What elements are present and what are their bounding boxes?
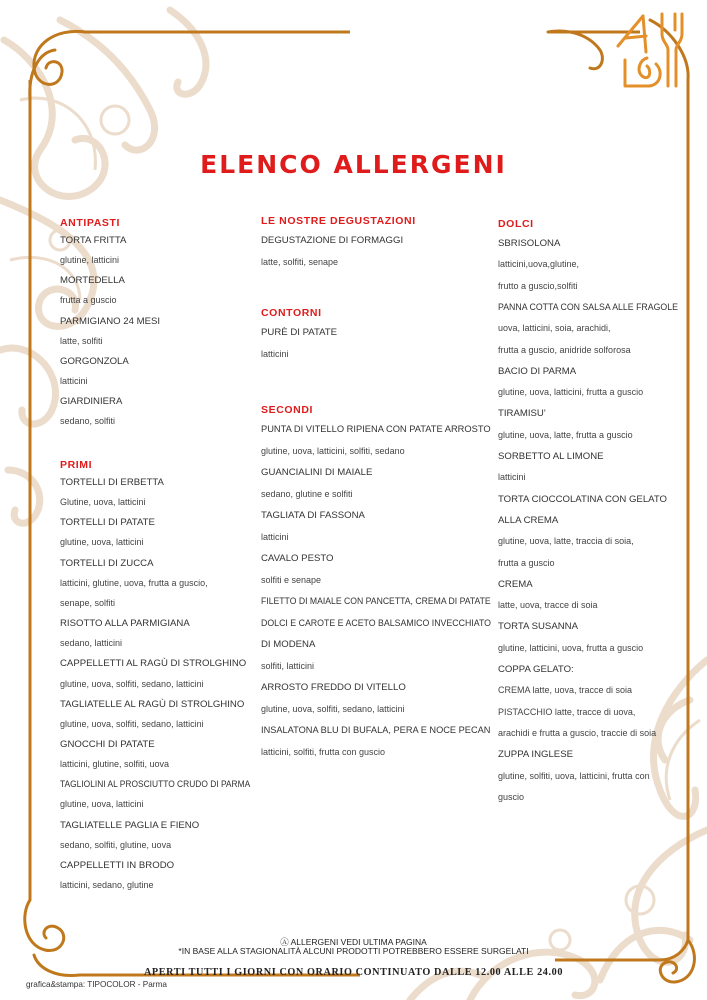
dish-name: CREMA: [498, 578, 533, 590]
allergen-list: glutine, latticini, uova, frutta a guscio: [498, 642, 644, 653]
allergen-list: latticini, glutine, uova, frutta a guscio,: [60, 577, 208, 588]
allergen-list: latticini: [498, 472, 526, 483]
dish-name: SBRISOLONA: [498, 238, 561, 249]
allergen-list: latticini: [60, 376, 88, 387]
allergen-list: CREMA latte, uova, tracce di soia: [498, 685, 633, 696]
allergen-list: PISTACCHIO latte, tracce di uova,: [498, 706, 636, 717]
allergen-list: glutine, uova, solfiti, sedano, latticini: [60, 718, 204, 729]
allergen-list: frutta a guscio, anidride solforosa: [498, 344, 631, 355]
dish-name: CAPPELLETTI AL RAGÙ DI STROLGHINO: [60, 658, 247, 670]
allergen-list: sedano, solfiti: [60, 416, 116, 427]
dish-name: INSALATONA BLU DI BUFALA, PERA E NOCE PECAN: [261, 725, 491, 736]
allergen-list: glutine, uova, latticini: [60, 799, 144, 810]
dish-name: MORTEDELLA: [60, 275, 125, 287]
dish-name: TAGLIOLINI AL PROSCIUTTO CRUDO DI PARMA: [60, 779, 251, 791]
dish-name: TAGLIATA DI FASSONA: [261, 510, 365, 521]
allergen-list: uova, latticini, soia, arachidi,: [498, 323, 611, 334]
allergen-list: latte, solfiti, senape: [261, 256, 339, 267]
dish-name: BACIO DI PARMA: [498, 365, 577, 377]
allergen-list: guscio: [498, 791, 525, 802]
dish-name: TORTA FRITTA: [60, 235, 127, 246]
section-title: LE NOSTRE DEGUSTAZIONI: [261, 215, 416, 227]
allergen-list: glutine, uova, latticini, frutta a guscio: [498, 387, 644, 398]
dish-name: PANNA COTTA CON SALSA ALLE FRAGOLE: [498, 301, 678, 313]
dish-name: TORTELLI DI PATATE: [60, 517, 155, 529]
dish-name-continued: DI MODENA: [261, 639, 316, 650]
dish-name: GORGONZOLA: [60, 355, 129, 367]
dish-name: TORTA SUSANNA: [498, 621, 578, 633]
allergen-list: latticini, glutine, solfiti, uova: [60, 759, 170, 770]
allergen-list: frutta a guscio: [60, 295, 117, 306]
dish-name: GIARDINIERA: [60, 396, 123, 408]
allergen-list: senape, solfiti: [60, 597, 116, 608]
section-title: SECONDI: [261, 404, 314, 416]
allergen-note: Ⓐ ALLERGENI VEDI ULTIMA PAGINA: [280, 937, 427, 947]
section-title: ANTIPASTI: [60, 217, 121, 229]
allergen-list: latte, uova, tracce di soia: [498, 600, 598, 611]
restaurant-logo-icon: [618, 14, 682, 86]
page-title: ELENCO ALLERGENI: [200, 150, 507, 179]
allergen-list: glutine, uova, solfiti, sedano, latticini: [60, 678, 204, 689]
allergen-list: latticini, solfiti, frutta con guscio: [261, 746, 386, 757]
allergen-list: latticini: [261, 348, 289, 359]
opening-hours: APERTI TUTTI I GIORNI CON ORARIO CONTINUATO DALLE 12.00 ALLE 24.00: [143, 967, 564, 978]
allergen-list: latticini, sedano, glutine: [60, 880, 154, 890]
allergen-list: sedano, glutine e solfiti: [261, 488, 353, 499]
section-title: CONTORNI: [261, 307, 322, 319]
allergen-list: latte, solfiti: [60, 335, 103, 346]
dish-name: ARROSTO FREDDO DI VITELLO: [261, 682, 406, 693]
dish-name: FILETTO DI MAIALE CON PANCETTA, CREMA DI PATATE: [261, 596, 491, 607]
allergen-list: glutine, uova, latte, frutta a guscio: [498, 429, 633, 440]
section-title: DOLCI: [498, 218, 534, 230]
dish-name: TORTA CIOCCOLATINA CON GELATO: [498, 493, 667, 505]
dish-name: TORTELLI DI ZUCCA: [60, 557, 154, 569]
allergen-list: frutta a guscio: [498, 557, 555, 568]
allergen-list: solfiti e senape: [261, 574, 322, 585]
allergen-list: solfiti, latticini: [261, 660, 315, 671]
allergen-list: glutine, solfiti, uova, latticini, frutta con: [498, 770, 650, 781]
dish-name: PUNTA DI VITELLO RIPIENA CON PATATE ARROSTO: [261, 424, 491, 435]
dish-name: PURÈ DI PATATE: [261, 327, 338, 338]
allergen-list: sedano, solfiti, glutine, uova: [60, 839, 172, 850]
allergen-list: glutine, uova, latte, traccia di soia,: [498, 536, 634, 547]
allergen-list: glutine, uova, solfiti, sedano, latticini: [261, 703, 405, 714]
allergen-list: frutto a guscio,solfiti: [498, 280, 578, 291]
dish-name: ZUPPA INGLESE: [498, 749, 573, 761]
allergen-list: glutine, uova, latticini: [60, 537, 144, 548]
section-title: PRIMI: [60, 459, 93, 471]
allergen-list: sedano, latticini: [60, 638, 123, 649]
dish-name: CAPPELLETTI IN BRODO: [60, 859, 175, 871]
dish-name: PARMIGIANO 24 MESI: [60, 315, 161, 327]
dish-name: TAGLIATELLE PAGLIA E FIENO: [60, 819, 200, 831]
dish-name: CAVALO PESTO: [261, 553, 334, 564]
allergen-list: glutine, uova, latticini, solfiti, sedano: [261, 445, 405, 456]
dish-name: SORBETTO AL LIMONE: [498, 451, 604, 462]
dish-name: TIRAMISU': [498, 408, 546, 420]
dish-name: TORTELLI DI ERBETTA: [60, 477, 164, 488]
dish-name: RISOTTO ALLA PARMIGIANA: [60, 618, 190, 630]
dish-name: GUANCIALINI DI MAIALE: [261, 467, 373, 478]
allergen-list: Glutine, uova, latticini: [60, 497, 146, 508]
dish-name-continued: ALLA CREMA: [498, 514, 559, 526]
dish-name-continued: DOLCI E CAROTE E ACETO BALSAMICO INVECCHIATO: [261, 617, 492, 629]
allergen-list: glutine, latticini: [60, 255, 120, 266]
allergen-list: latticini,uova,glutine,: [498, 259, 580, 270]
allergen-list: arachidi e frutta a guscio, traccie di soia: [498, 727, 657, 738]
dish-name: DEGUSTAZIONE DI FORMAGGI: [261, 235, 404, 246]
dish-name: COPPA GELATO:: [498, 664, 574, 675]
dish-name: TAGLIATELLE AL RAGÙ DI STROLGHINO: [60, 698, 245, 710]
print-credit: grafica&stampa: TIPOCOLOR - Parma: [26, 980, 167, 989]
dish-name: GNOCCHI DI PATATE: [60, 738, 155, 750]
frozen-products-note: *IN BASE ALLA STAGIONALITÀ ALCUNI PRODOTTI POTREBBERO ESSERE SURGELATI: [178, 946, 529, 956]
allergen-list: latticini: [261, 531, 289, 542]
